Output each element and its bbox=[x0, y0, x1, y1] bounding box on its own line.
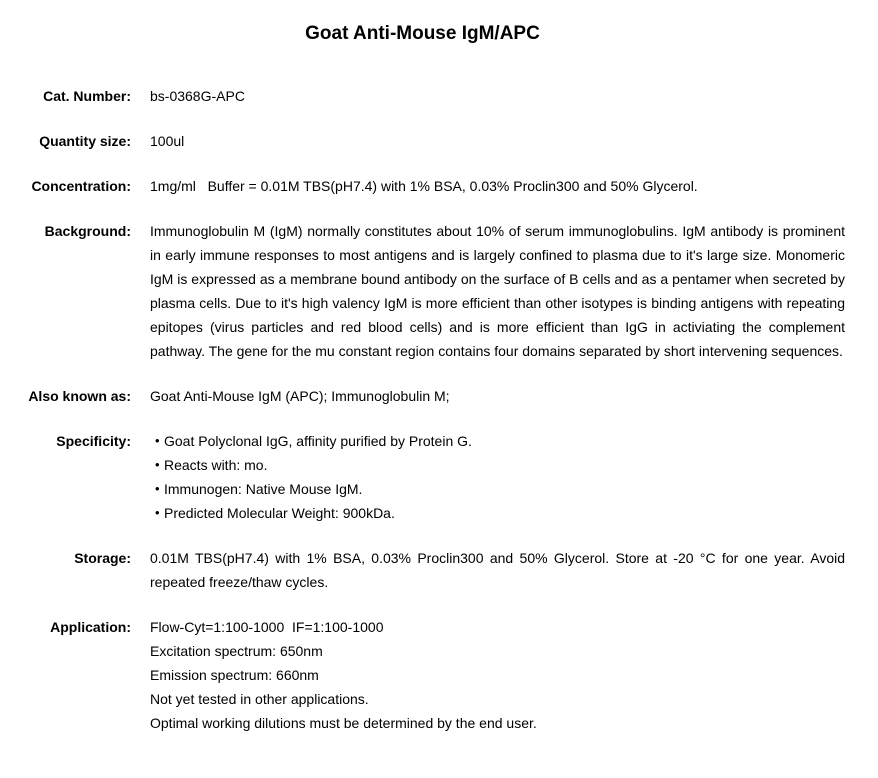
specificity-label: Specificity: bbox=[56, 433, 131, 449]
specificity-item-text: Immunogen: Native Mouse IgM. bbox=[164, 481, 363, 497]
specificity-item-text: Goat Polyclonal IgG, affinity purified by Protein G. bbox=[164, 433, 472, 449]
storage-value: 0.01M TBS(pH7.4) with 1% BSA, 0.03% Proclin300 and 50% Glycerol. Store at -20 °C for one year. Avoid repeated freeze/thaw cycles. bbox=[150, 550, 845, 590]
quantity-size-value: 100ul bbox=[150, 133, 185, 149]
cat-number-label: Cat. Number: bbox=[43, 88, 131, 104]
application-line: Flow-Cyt=1:100-1000 IF=1:100-1000 bbox=[150, 619, 384, 635]
field-row-specificity bbox=[0, 429, 845, 525]
concentration-label: Concentration: bbox=[31, 178, 131, 194]
background-value: Immunoglobulin M (IgM) normally constitutes about 10% of serum immunoglobulins. IgM antibody is prominent in early immune responses to most antigens and is largely confined to plasma due to it's large size. Monomeric IgM is expressed as a membrane bound antibody on the surface of B cells and as a pentamer when secreted by plasma cells. Due to it's high valency IgM is more efficient than other isotypes is binding antigens with repeating epitopes (virus particles and red blood cells) and is more efficient than IgG in activiating the complement pathway. The gene for the mu constant region contains four domains separated by short intervening sequences. bbox=[150, 223, 845, 359]
field-row-cat-number bbox=[0, 84, 845, 108]
storage-label: Storage: bbox=[74, 550, 131, 566]
cat-number-value: bs-0368G-APC bbox=[150, 88, 245, 104]
bullet-icon: • bbox=[155, 433, 160, 448]
application-lines bbox=[150, 615, 845, 735]
list-item bbox=[150, 501, 845, 525]
specificity-list bbox=[150, 429, 845, 525]
bullet-icon: • bbox=[155, 481, 160, 496]
quantity-size-label: Quantity size: bbox=[39, 133, 131, 149]
application-label: Application: bbox=[50, 619, 131, 635]
application-line: Excitation spectrum: 650nm bbox=[150, 643, 323, 659]
list-item bbox=[150, 477, 845, 501]
field-row-storage bbox=[0, 546, 845, 594]
bullet-icon: • bbox=[155, 505, 160, 520]
specificity-item-text: Predicted Molecular Weight: 900kDa. bbox=[164, 505, 395, 521]
field-row-quantity-size bbox=[0, 129, 845, 153]
specificity-item-text: Reacts with: mo. bbox=[164, 457, 268, 473]
background-label: Background: bbox=[44, 223, 131, 239]
field-row-concentration bbox=[0, 174, 845, 198]
concentration-value: 1mg/ml Buffer = 0.01M TBS(pH7.4) with 1% BSA, 0.03% Proclin300 and 50% Glycerol. bbox=[150, 178, 698, 194]
also-known-as-value: Goat Anti-Mouse IgM (APC); Immunoglobulin M; bbox=[150, 388, 450, 404]
application-line: Optimal working dilutions must be determined by the end user. bbox=[150, 715, 537, 731]
bullet-icon: • bbox=[155, 457, 160, 472]
also-known-as-label: Also known as: bbox=[28, 388, 131, 404]
field-row-application bbox=[0, 615, 845, 735]
list-item bbox=[150, 453, 845, 477]
application-line: Emission spectrum: 660nm bbox=[150, 667, 319, 683]
field-row-also-known-as bbox=[0, 384, 845, 408]
application-line: Not yet tested in other applications. bbox=[150, 691, 369, 707]
page-title: Goat Anti-Mouse IgM/APC bbox=[305, 23, 540, 44]
datasheet-page bbox=[0, 20, 878, 735]
field-row-background bbox=[0, 219, 845, 363]
list-item bbox=[150, 429, 845, 453]
